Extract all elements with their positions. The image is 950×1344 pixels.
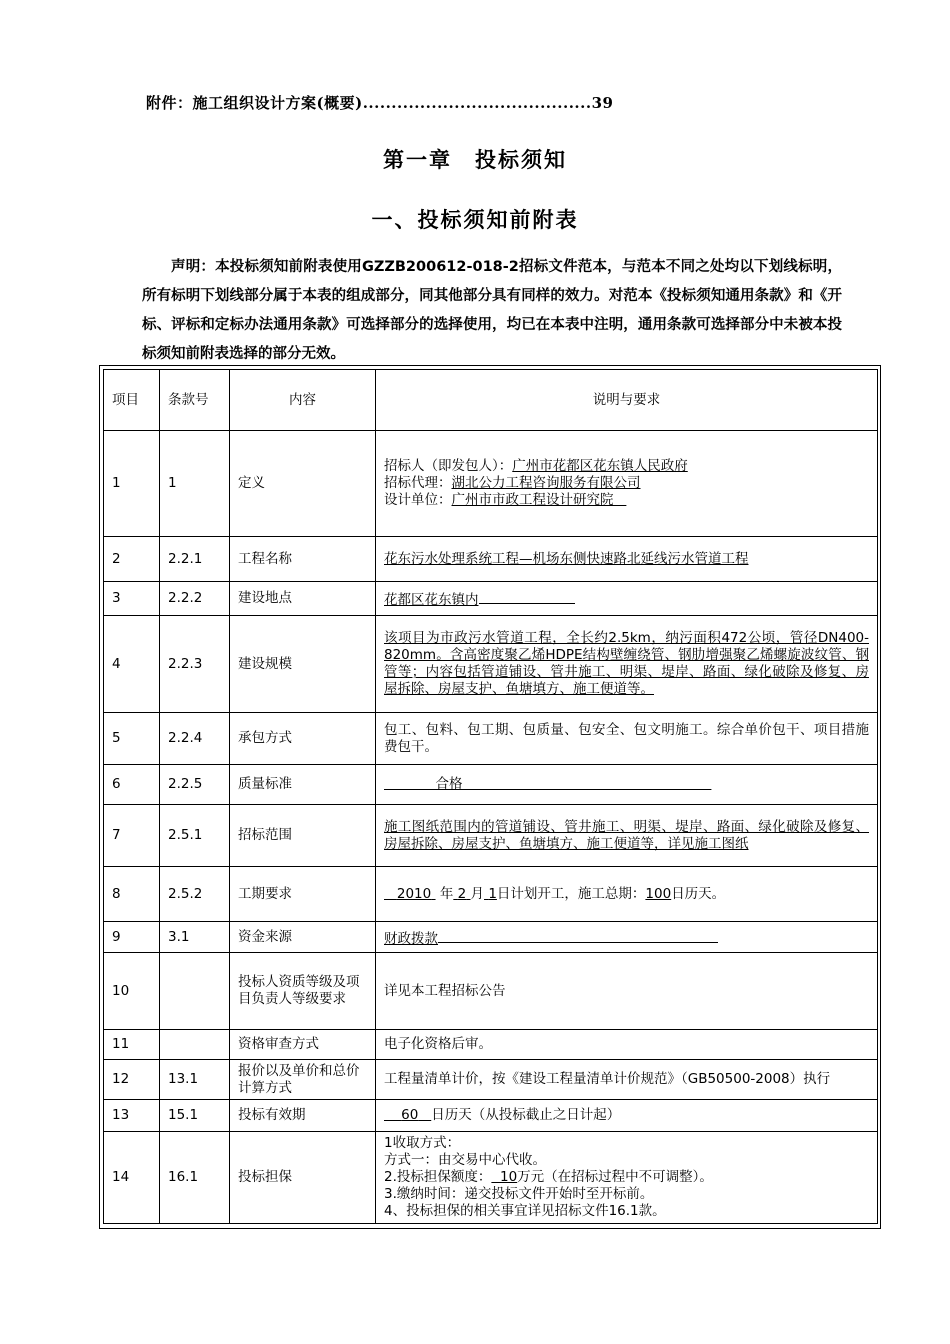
qualification-value: 详见本工程招标公告 <box>376 953 878 1030</box>
quality-value-wrap <box>384 776 711 792</box>
table-row <box>104 1100 878 1132</box>
table-row <box>104 922 878 953</box>
table-row <box>104 616 878 713</box>
table-row <box>104 1030 878 1060</box>
row-content: 承包方式 <box>230 713 376 765</box>
header-clause: 条款号 <box>160 370 230 431</box>
definition-line <box>384 492 869 509</box>
row-item: 13 <box>104 1100 160 1132</box>
bidding-notice-table <box>103 369 878 1224</box>
row-item: 14 <box>104 1132 160 1224</box>
table-row <box>104 537 878 582</box>
guarantee-line: 1收取方式： <box>384 1135 461 1151</box>
underline-blank <box>438 927 718 943</box>
table-row <box>104 805 878 867</box>
row-clause: 2.2.2 <box>160 582 230 616</box>
start-day: 1 <box>488 885 497 902</box>
row-content: 定义 <box>230 431 376 537</box>
guarantee-amount: 10 <box>499 1169 518 1185</box>
table-row <box>104 713 878 765</box>
guarantee-amount-unit: 万元（在招标过程中不可调整）。 <box>517 1169 713 1185</box>
row-clause: 2.2.3 <box>160 616 230 713</box>
toc-entry: 附件：施工组织设计方案(概要)........................................39 <box>146 94 614 112</box>
row-content: 招标范围 <box>230 805 376 867</box>
table-row <box>104 953 878 1030</box>
row-clause: 15.1 <box>160 1100 230 1132</box>
row-desc <box>376 1100 878 1132</box>
row-item: 11 <box>104 1030 160 1060</box>
definition-value: 湖北公力工程咨询服务有限公司 <box>451 475 641 491</box>
row-clause <box>160 1030 230 1060</box>
start-year: 2010 <box>396 885 432 902</box>
guarantee-amount-wrap <box>491 1169 517 1185</box>
row-desc <box>376 616 878 713</box>
row-clause: 2.2.1 <box>160 537 230 582</box>
contract-mode-value: 包工、包料、包工期、包质量、包安全、包文明施工。综合单价包干、项目措施费包干。 <box>376 713 878 765</box>
pricing-value: 工程量清单计价，按《建设工程量清单计价规范》（GB50500-2008）执行 <box>376 1060 878 1100</box>
duration-days: 100 <box>645 885 672 902</box>
guarantee-line <box>384 1169 869 1186</box>
row-item: 8 <box>104 867 160 922</box>
statement-paragraph: 声明：本投标须知前附表使用GZZB200612-018-2招标文件范本，与范本不同之处均以下划线标明，所有标明下划线部分属于本表的组成部分，同其他部分具有同样的效力。对范本《投标须知通用条款》和《开标、评标和定标办法通用条款》可选择部分的选择使用，均已在本表中注明，通用条款可选择部分中未被本投标须知前附表选择的部分无效。 <box>142 259 842 362</box>
row-clause: 2.5.1 <box>160 805 230 867</box>
start-day-wrap <box>484 886 497 902</box>
row-item: 6 <box>104 765 160 805</box>
definition-line <box>384 475 869 492</box>
row-desc <box>376 582 878 616</box>
validity-suffix: 日历天（从投标截止之日计起） <box>431 1107 621 1123</box>
row-item: 9 <box>104 922 160 953</box>
header-content: 内容 <box>230 370 376 431</box>
start-year-wrap <box>384 886 436 902</box>
row-desc <box>376 1132 878 1224</box>
year-unit: 年 <box>439 885 454 902</box>
definition-line <box>384 458 869 475</box>
row-content: 投标有效期 <box>230 1100 376 1132</box>
row-clause: 2.2.5 <box>160 765 230 805</box>
header-item: 项目 <box>104 370 160 431</box>
table-row <box>104 582 878 616</box>
row-clause <box>160 953 230 1030</box>
underline-pad <box>614 492 627 508</box>
section-title: 一、投标须知前附表 <box>371 208 579 232</box>
row-content: 资格审查方式 <box>230 1030 376 1060</box>
row-desc <box>376 765 878 805</box>
row-content: 工期要求 <box>230 867 376 922</box>
start-text: 日计划开工，施工总期： <box>496 885 646 902</box>
start-month-wrap <box>453 886 470 902</box>
row-item: 2 <box>104 537 160 582</box>
row-desc <box>376 922 878 953</box>
row-content: 质量标准 <box>230 765 376 805</box>
row-desc <box>376 431 878 537</box>
row-content: 投标人资质等级及项目负责人等级要求 <box>230 953 376 1030</box>
row-content: 投标担保 <box>230 1132 376 1224</box>
validity-days: 60 <box>401 1107 419 1123</box>
row-content: 工程名称 <box>230 537 376 582</box>
duration-unit: 日历天。 <box>671 885 726 902</box>
definition-label: 招标代理： <box>384 475 452 491</box>
row-item: 1 <box>104 431 160 537</box>
row-desc <box>376 805 878 867</box>
row-clause: 3.1 <box>160 922 230 953</box>
guarantee-line: 4、投标担保的相关事宜详见招标文件16.1款。 <box>384 1203 666 1219</box>
scope-value: 施工图纸范围内的管道铺设、管井施工、明渠、堤岸、路面、绿化破除及修复、房屋拆除、房屋支护、鱼塘填方、施工便道等，详见施工图纸 <box>384 818 869 852</box>
start-month: 2 <box>457 885 467 902</box>
row-desc <box>376 537 878 582</box>
row-content: 建设地点 <box>230 582 376 616</box>
row-clause: 2.2.4 <box>160 713 230 765</box>
row-clause: 13.1 <box>160 1060 230 1100</box>
table-row <box>104 1060 878 1100</box>
table-row <box>104 1132 878 1224</box>
fund-source-value: 财政拨款 <box>384 930 438 947</box>
row-content: 报价以及单价和总价计算方式 <box>230 1060 376 1100</box>
project-name-value: 花东污水处理系统工程—机场东侧快速路北延线污水管道工程 <box>384 550 749 567</box>
chapter-title: 第一章 投标须知 <box>383 148 567 172</box>
row-clause: 16.1 <box>160 1132 230 1224</box>
location-value: 花都区花东镇内 <box>384 592 479 608</box>
table-row <box>104 867 878 922</box>
row-item: 5 <box>104 713 160 765</box>
row-item: 3 <box>104 582 160 616</box>
underline-blank <box>479 588 575 604</box>
row-item: 7 <box>104 805 160 867</box>
guarantee-amount-label: 2.投标担保额度： <box>384 1169 492 1185</box>
quality-value: 合格 <box>435 776 463 792</box>
row-desc <box>376 867 878 922</box>
definition-value: 广州市花都区花东镇人民政府 <box>512 458 688 474</box>
table-row <box>104 431 878 537</box>
row-clause: 1 <box>160 431 230 537</box>
row-item: 10 <box>104 953 160 1030</box>
table-row <box>104 765 878 805</box>
row-item: 12 <box>104 1060 160 1100</box>
validity-days-wrap <box>384 1107 431 1123</box>
header-desc: 说明与要求 <box>376 370 878 431</box>
row-clause: 2.5.2 <box>160 867 230 922</box>
row-content: 资金来源 <box>230 922 376 953</box>
row-item: 4 <box>104 616 160 713</box>
scale-value: 该项目为市政污水管道工程，全长约2.5km，纳污面积472公顷，管径DN400-820mm。含高密度聚乙烯HDPE结构壁缠绕管、钢肋增强聚乙烯螺旋波纹管、钢管等；内容包括管道铺设、管井施工、明渠、堤岸、路面、绿化破除及修复、房屋拆除、房屋支护、鱼塘填方、施工便道等。 <box>384 630 869 697</box>
guarantee-line: 方式一：由交易中心代收。 <box>384 1152 546 1168</box>
review-method-value: 电子化资格后审。 <box>376 1030 878 1060</box>
table-header-row <box>104 370 878 431</box>
month-unit: 月 <box>470 885 485 902</box>
definition-label: 设计单位： <box>384 492 452 508</box>
definition-label: 招标人（即发包人）： <box>384 458 513 474</box>
row-content: 建设规模 <box>230 616 376 713</box>
definition-value: 广州市市政工程设计研究院 <box>451 492 614 508</box>
guarantee-line: 3.缴纳时间：递交投标文件开始时至开标前。 <box>384 1186 654 1202</box>
